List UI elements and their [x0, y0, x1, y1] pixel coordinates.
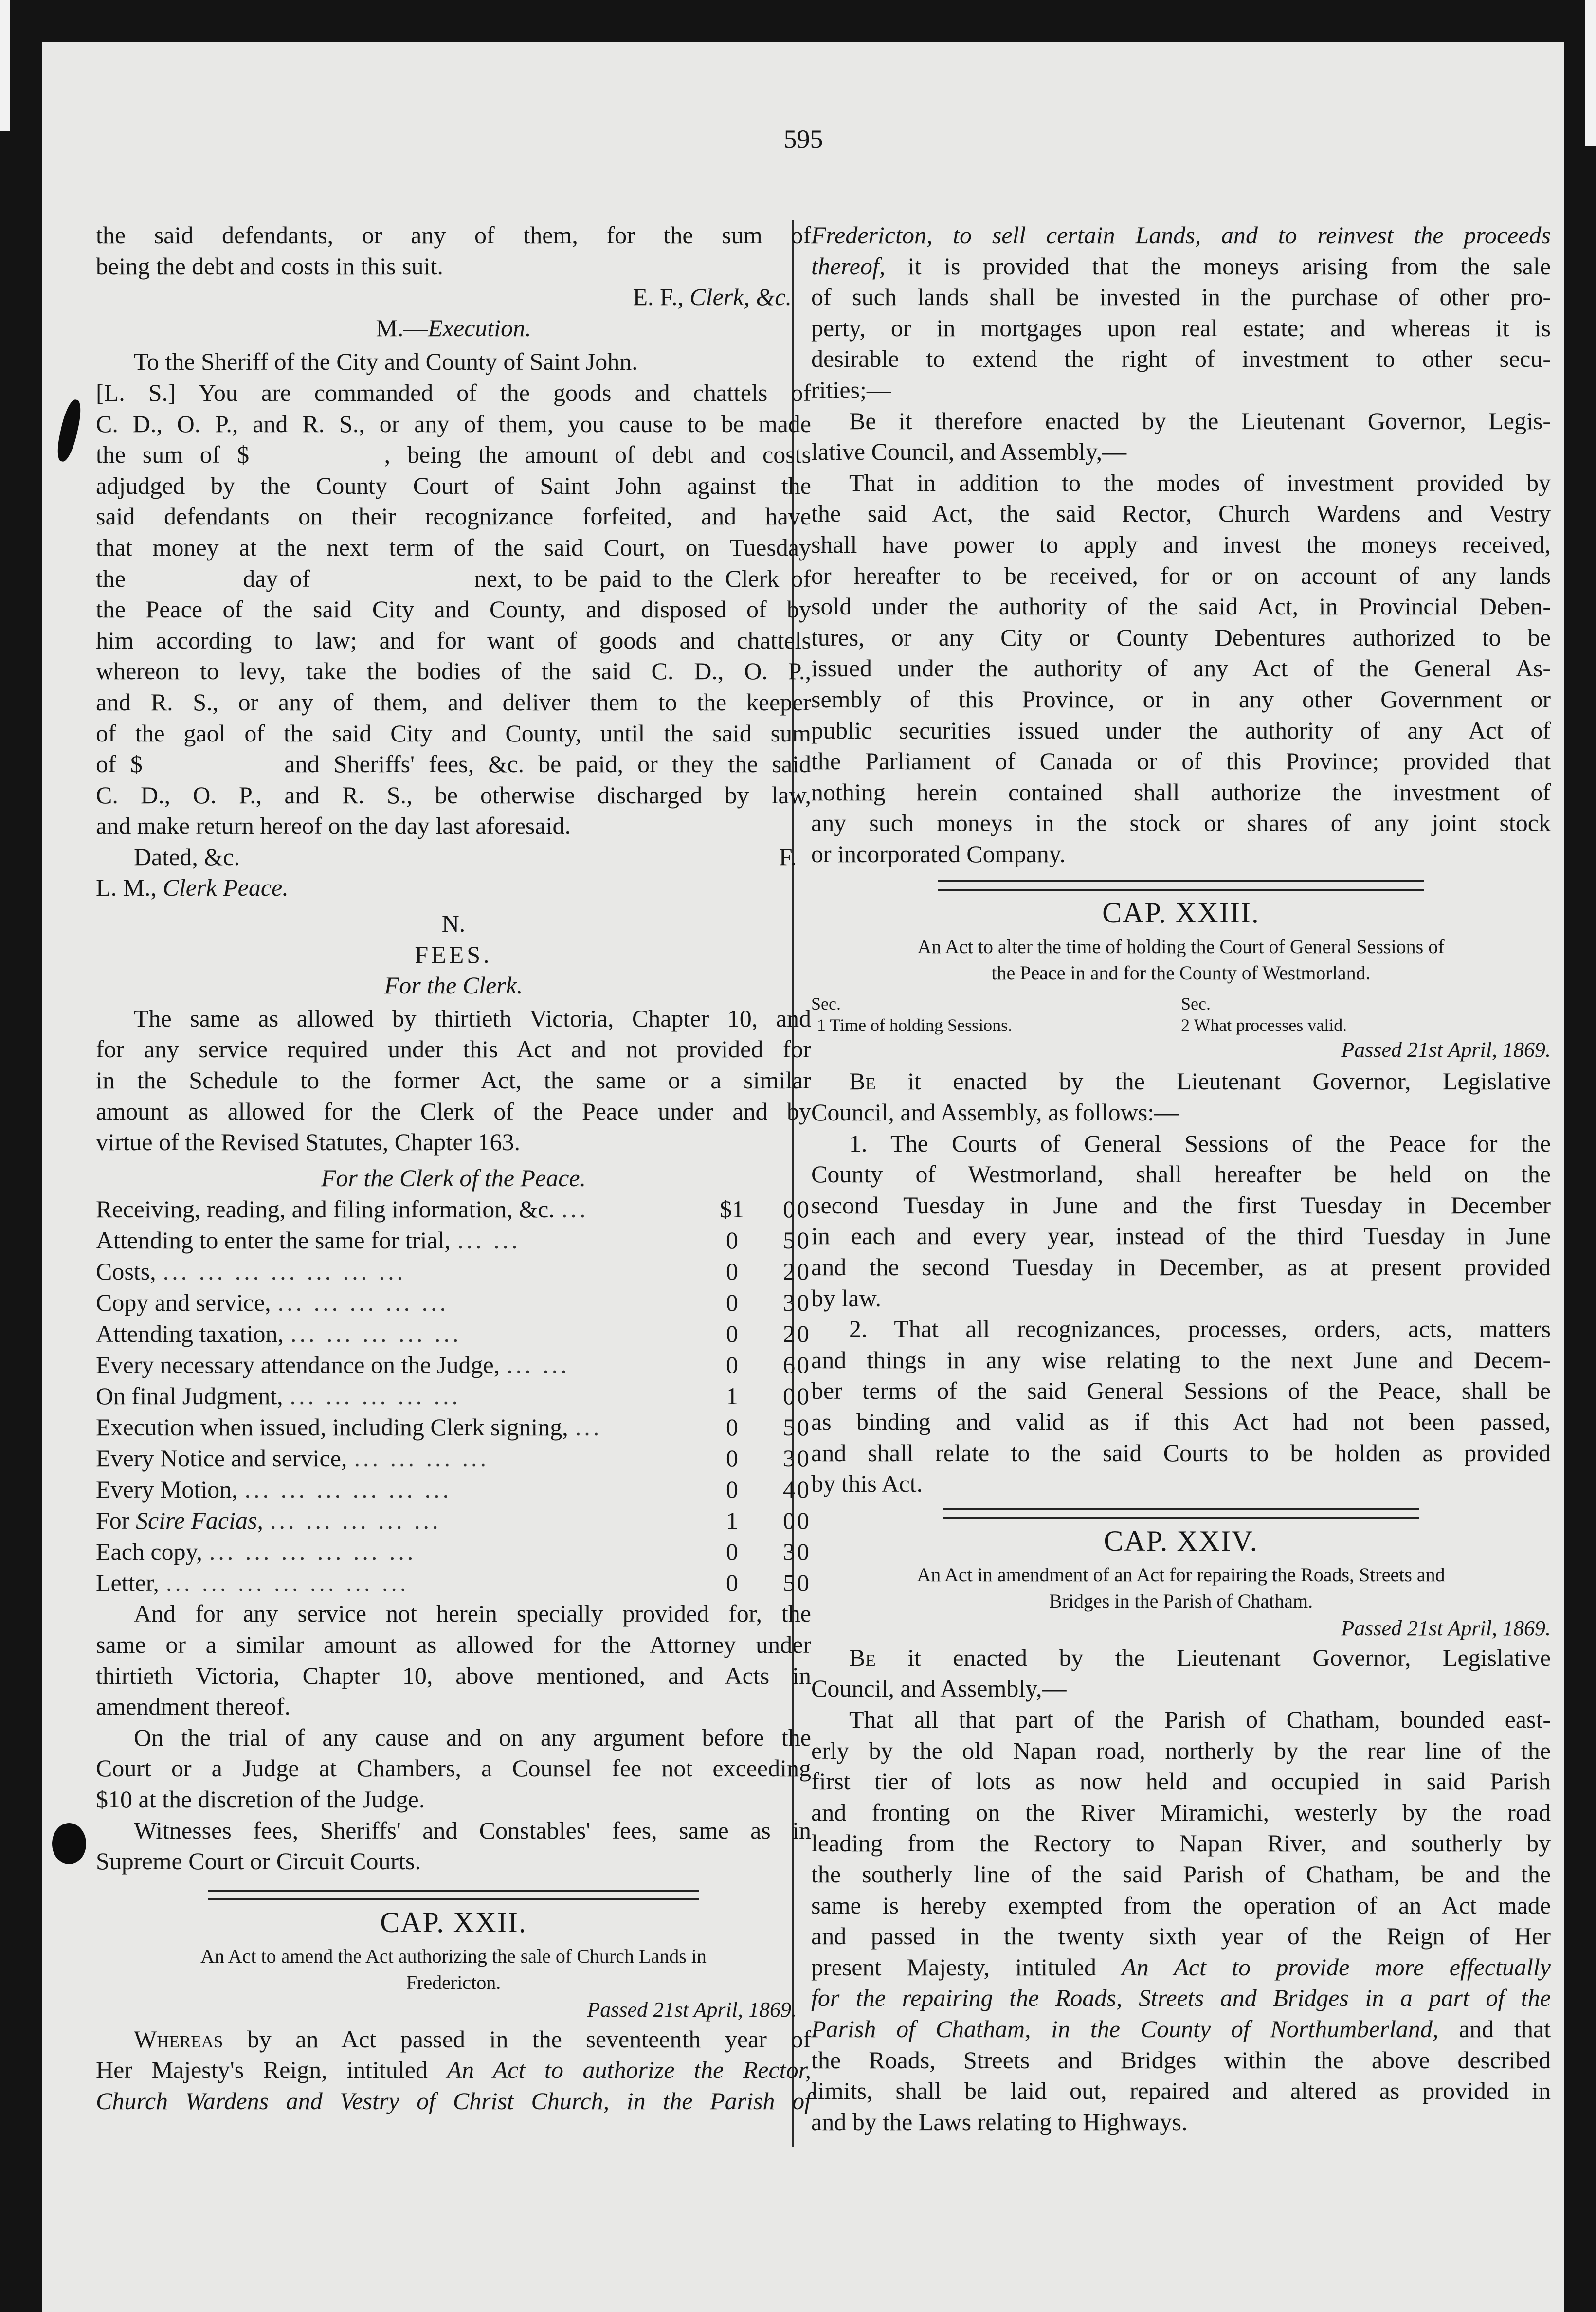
- fee-label-italic: Scire Facias,: [135, 1507, 263, 1535]
- text-line: the southerly line of the said Parish of Chatham, be and the: [811, 1860, 1551, 1888]
- passed-date: Passed 21st April, 1869.: [1341, 1038, 1551, 1062]
- scan-edge-mark: [1585, 0, 1596, 146]
- form-title: Execution.: [428, 314, 531, 342]
- form-letter: M.—: [376, 314, 428, 342]
- text-line: of such lands shall be invested in the purchase of other pro-: [811, 283, 1551, 311]
- passed-date: Passed 21st April, 1869.: [587, 1997, 797, 2022]
- signature-name: E. F.,: [633, 283, 684, 311]
- text-line: [811, 1643, 1551, 1674]
- text-line: Court or a Judge at Chambers, a Counsel fee not exceeding: [96, 1754, 811, 1782]
- text-line: Council, and Assembly, as follows:—: [811, 1099, 1179, 1126]
- fee-cents: 40: [783, 1476, 811, 1503]
- text-span: and that: [1438, 2015, 1551, 2042]
- leader-dots: ... ... ... ... ... ... ...: [163, 1258, 406, 1285]
- fee-dollars: 0: [726, 1320, 738, 1348]
- act-title-line: Bridges in the Parish of Chatham.: [1049, 1590, 1313, 1612]
- fee-row: [96, 1536, 811, 1567]
- text-line: any such moneys in the stock or shares of any joint stock: [811, 809, 1551, 837]
- section-rule: [208, 1890, 699, 1900]
- text-line: being the debt and costs in this suit.: [96, 252, 443, 280]
- signature-title: Clerk Peace.: [163, 874, 289, 902]
- text-line: second Tuesday in June and the first Tuesday in December: [811, 1191, 1551, 1219]
- cap-xxiii-heading: CAP. XXIII.: [1102, 897, 1260, 929]
- text-span: by an Act passed in the seventeenth year of: [223, 2025, 811, 2053]
- fee-row: [96, 1287, 811, 1318]
- fee-label: Every Notice and service,: [96, 1445, 347, 1472]
- sheriff-address: To the Sheriff of the City and County of Saint John.: [134, 348, 638, 376]
- fee-row: [96, 1443, 811, 1474]
- text-line: and fronting on the River Miramichi, westerly by the road: [811, 1798, 1551, 1826]
- fee-row: [96, 1193, 811, 1225]
- fee-dollars: $1: [720, 1195, 744, 1223]
- right-column: [811, 220, 1551, 2137]
- text-line: 2. That all recognizances, processes, orders, acts, matters: [849, 1315, 1551, 1343]
- text-line: and by the Laws relating to Highways.: [811, 2108, 1188, 2135]
- text-line: tures, or any City or County Debentures authorized to be: [811, 623, 1551, 651]
- text-line: him according to law; and for want of goods and chattels: [96, 626, 811, 654]
- ink-blot: [54, 398, 84, 463]
- fee-row: [96, 1505, 811, 1536]
- text-line: of $ and Sheriffs' fees, &c. be paid, or they the said: [96, 750, 811, 778]
- text-line: sembly of this Province, or in any other Government or: [811, 685, 1551, 713]
- form-m-heading: [96, 313, 811, 344]
- text-line: same or a similar amount as allowed for the Attorney under: [96, 1631, 811, 1658]
- fee-cents: 30: [783, 1445, 811, 1472]
- fee-cents: 00: [783, 1382, 811, 1410]
- leader-dots: ... ... ... ... ...: [270, 1507, 441, 1535]
- fee-dollars: 0: [726, 1227, 738, 1254]
- fee-cents: 20: [783, 1320, 811, 1348]
- section-index: [811, 993, 1551, 1036]
- text-line: or hereafter to be received, for or on account of any lands: [811, 561, 1551, 589]
- fee-row: [96, 1318, 811, 1349]
- fee-cents: 30: [783, 1289, 811, 1317]
- text-line: and passed in the twenty sixth year of the Reign of Her: [811, 1922, 1551, 1950]
- text-line: On the trial of any cause and on any argument before the: [134, 1723, 811, 1751]
- text-line: in each and every year, instead of the third Tuesday in June: [811, 1222, 1551, 1250]
- text-line: in the Schedule to the former Act, the same or a similar: [96, 1066, 811, 1094]
- text-line: and R. S., or any of them, and deliver them to the keeper: [96, 688, 811, 716]
- passed-date: Passed 21st April, 1869.: [1341, 1616, 1551, 1640]
- text-line: the Parliament of Canada or of this Province; provided that: [811, 747, 1551, 775]
- act-name-italic: for the repairing the Roads, Streets and Bridges in a part of the: [811, 1984, 1551, 2012]
- signature-ef: [96, 282, 811, 313]
- fee-label: Attending taxation,: [96, 1320, 284, 1348]
- text-line: [96, 2024, 811, 2055]
- text-line: sold under the authority of the said Act, in Provincial Deben-: [811, 593, 1551, 620]
- section-n-heading: N.: [441, 910, 466, 938]
- text-line: thirtieth Victoria, Chapter 10, above mentioned, and Acts in: [96, 1662, 811, 1689]
- text-line: [L. S.] You are commanded of the goods and chattels of: [96, 379, 811, 406]
- act-name-italic: An Act to provide more effectually: [1122, 1953, 1551, 1981]
- text-line: public securities issued under the authority of any Act of: [811, 716, 1551, 744]
- text-line: [811, 1952, 1551, 1983]
- fees-table: [96, 1193, 811, 1598]
- text-line: lative Council, and Assembly,—: [811, 438, 1127, 466]
- fee-label-prefix: For: [96, 1507, 136, 1535]
- fee-label: Attending to enter the same for trial,: [96, 1227, 451, 1254]
- section-index-head: Sec.: [811, 994, 841, 1014]
- fee-row: [96, 1567, 811, 1598]
- text-line: first tier of lots as now held and occupied in said Parish: [811, 1768, 1551, 1795]
- text-span: Her Majesty's Reign, intituled: [96, 2056, 447, 2084]
- text-line: [811, 251, 1551, 282]
- text-line: perty, or in mortgages upon real estate; and whereas it is: [811, 314, 1551, 342]
- fee-dollars: 1: [726, 1507, 738, 1535]
- fees-heading: FEES.: [415, 940, 492, 968]
- text-line: $10 at the discretion of the Judge.: [96, 1785, 425, 1813]
- for-clerk-heading: For the Clerk.: [384, 972, 523, 999]
- fee-dollars: 0: [726, 1289, 738, 1317]
- for-clerk-peace-heading: For the Clerk of the Peace.: [321, 1164, 586, 1192]
- leader-dots: ... ... ... ... ... ...: [244, 1476, 452, 1503]
- fee-row: [96, 1380, 811, 1411]
- fee-label: On final Judgment,: [96, 1382, 283, 1410]
- text-span: it enacted by the Lieutenant Governor, Legislative: [875, 1644, 1551, 1671]
- text-line: leading from the Rectory to Napan River, and southerly by: [811, 1829, 1551, 1857]
- signature-name: L. M.,: [96, 874, 157, 902]
- text-line: that money at the next term of the said Court, on Tuesday: [96, 533, 811, 561]
- fee-label: Costs,: [96, 1258, 156, 1285]
- text-line: and things in any wise relating to the next June and Decem-: [811, 1346, 1551, 1373]
- section-index-col: [811, 993, 1181, 1036]
- drop-word: Be: [849, 1067, 876, 1095]
- text-line: by this Act.: [811, 1470, 923, 1498]
- text-line: as binding and valid as if this Act had not been passed,: [811, 1408, 1551, 1435]
- fee-cents: 00: [783, 1507, 811, 1535]
- text-line: limits, shall be laid out, repaired and altered as provided in: [811, 2077, 1551, 2105]
- text-line: desirable to extend the right of investment to other secu-: [811, 345, 1551, 373]
- leader-dots: ... ... ... ... ...: [277, 1289, 449, 1317]
- fee-label: Each copy,: [96, 1538, 202, 1566]
- fee-dollars: 0: [726, 1538, 738, 1566]
- text-line: adjudged by the County Court of Saint John against the: [96, 471, 811, 499]
- text-line: amount as allowed for the Clerk of the Peace under and by: [96, 1097, 811, 1125]
- fee-cents: 50: [783, 1569, 811, 1597]
- fee-row: [96, 1256, 811, 1287]
- section-index-col: [1181, 993, 1551, 1036]
- section-rule: [943, 1508, 1419, 1519]
- fee-cents: 50: [783, 1227, 811, 1254]
- text-line: by law.: [811, 1284, 881, 1312]
- dated-mark: F.: [779, 843, 797, 870]
- text-span: it enacted by the Lieutenant Governor, Legislative: [875, 1067, 1551, 1095]
- act-title-line: An Act to amend the Act authorizing the sale of Church Lands in: [200, 1945, 707, 1967]
- leader-dots: ...: [575, 1413, 602, 1441]
- section-index-head: Sec.: [1181, 994, 1211, 1014]
- text-line: erly by the old Napan road, northerly by the rear line of the: [811, 1736, 1551, 1764]
- text-line: [811, 2014, 1551, 2045]
- dated-line: [96, 842, 811, 873]
- page-number: 595: [783, 125, 823, 154]
- text-line: of the gaol of the said City and County, until the said sum: [96, 719, 811, 747]
- text-line: nothing herein contained shall authorize the investment of: [811, 778, 1551, 806]
- cap-xxii-heading: CAP. XXII.: [380, 1906, 527, 1938]
- section-index-entry: 1 Time of holding Sessions.: [817, 1015, 1013, 1035]
- leader-dots: ... ... ... ... ... ...: [209, 1538, 417, 1566]
- fee-label: Every Motion,: [96, 1476, 238, 1503]
- text-line: County of Westmorland, shall hereafter be held on the: [811, 1160, 1551, 1188]
- text-line: That in addition to the modes of investment provided by: [849, 469, 1551, 496]
- act-name-italic: Parish of Chatham, in the County of Northumberland,: [811, 2015, 1439, 2042]
- dated-text: Dated, &c.: [134, 843, 240, 870]
- act-title-line: Fredericton.: [406, 1971, 501, 1993]
- drop-word: Be: [849, 1644, 876, 1671]
- act-name-italic: thereof,: [811, 252, 886, 280]
- leader-dots: ... ...: [507, 1351, 570, 1379]
- leader-dots: ... ... ... ... ...: [290, 1382, 461, 1410]
- text-line: rities;—: [811, 376, 891, 403]
- text-line: and shall relate to the said Courts to be holden as provided: [811, 1439, 1551, 1466]
- text-line: virtue of the Revised Statutes, Chapter 163.: [96, 1128, 521, 1156]
- fee-dollars: 0: [726, 1445, 738, 1472]
- leader-dots: ... ... ... ...: [354, 1445, 489, 1472]
- cap-xxiv-heading: CAP. XXIV.: [1104, 1524, 1258, 1557]
- text-line: the Roads, Streets and Bridges within the above described: [811, 2046, 1551, 2074]
- text-line: or incorporated Company.: [811, 840, 1066, 867]
- text-line: issued under the authority of any Act of the General As-: [811, 654, 1551, 682]
- signature-title: Clerk, &c.: [689, 283, 792, 311]
- fee-label: Every necessary attendance on the Judge,: [96, 1351, 500, 1379]
- document-page: [42, 42, 1564, 2312]
- text-line: said defendants on their recognizance forfeited, and have: [96, 503, 811, 530]
- act-title-line: An Act to alter the time of holding the Court of General Sessions of: [917, 936, 1445, 958]
- leader-dots: ... ... ... ... ...: [290, 1320, 462, 1348]
- fee-row: [96, 1411, 811, 1443]
- fee-dollars: 0: [726, 1569, 738, 1597]
- leader-dots: ... ...: [457, 1227, 521, 1254]
- fee-label: Copy and service,: [96, 1289, 271, 1317]
- section-index-entry: 2 What processes valid.: [1181, 1015, 1347, 1035]
- fee-dollars: 1: [726, 1382, 738, 1410]
- text-line: C. D., O. P., and R. S., be otherwise discharged by law,: [96, 781, 811, 809]
- text-line: the day of next, to be paid to the Clerk of: [96, 564, 811, 592]
- signature-lm: [96, 872, 811, 903]
- text-line: [96, 2055, 811, 2086]
- drop-word: Whereas: [134, 2025, 223, 2053]
- text-line: Witnesses fees, Sheriffs' and Constables' fees, same as in: [134, 1816, 811, 1844]
- text-line: C. D., O. P., and R. S., or any of them, you cause to be made: [96, 410, 811, 437]
- fee-dollars: 0: [726, 1413, 738, 1441]
- left-column: [96, 220, 811, 2117]
- text-line: for any service required under this Act and not provided for: [96, 1035, 811, 1063]
- text-line: Supreme Court or Circuit Courts.: [96, 1847, 421, 1875]
- section-rule: [938, 880, 1424, 891]
- text-line: The same as allowed by thirtieth Victoria, Chapter 10, and: [134, 1004, 811, 1032]
- fee-dollars: 0: [726, 1258, 738, 1285]
- fee-label: Letter,: [96, 1569, 159, 1597]
- fee-cents: 60: [783, 1351, 811, 1379]
- text-line: the sum of $ , being the amount of debt and costs: [96, 441, 811, 469]
- text-line: same is hereby exempted from the operation of an Act made: [811, 1891, 1551, 1919]
- fee-dollars: 0: [726, 1476, 738, 1503]
- act-title-line: the Peace in and for the County of Westmorland.: [991, 962, 1371, 984]
- fee-cents: 30: [783, 1538, 811, 1566]
- text-line: That all that part of the Parish of Chatham, bounded east-: [849, 1705, 1551, 1733]
- text-line: amendment thereof.: [96, 1693, 290, 1720]
- text-line: Council, and Assembly,—: [811, 1675, 1067, 1702]
- text-line: the Peace of the said City and County, and disposed of by: [96, 596, 811, 623]
- fee-row: [96, 1349, 811, 1380]
- text-line: the said Act, the said Rector, Church Wardens and Vestry: [811, 500, 1551, 527]
- fee-label: [96, 1505, 263, 1536]
- act-name-italic: Fredericton, to sell certain Lands, and to reinvest the proceeds: [811, 221, 1551, 249]
- text-line: ber terms of the said General Sessions of the Peace, shall be: [811, 1377, 1551, 1405]
- text-line: shall have power to apply and invest the moneys received,: [811, 530, 1551, 558]
- text-span: present Majesty, intituled: [811, 1953, 1122, 1981]
- act-name-italic: An Act to authorize the Rector,: [447, 2056, 811, 2084]
- fee-row: [96, 1474, 811, 1505]
- text-line: [811, 1066, 1551, 1097]
- fee-dollars: 0: [726, 1351, 738, 1379]
- leader-dots: ... ... ... ... ... ... ...: [165, 1569, 409, 1597]
- text-span: it is provided that the moneys arising from the sale: [885, 252, 1551, 280]
- act-title-line: An Act in amendment of an Act for repairing the Roads, Streets and: [917, 1563, 1445, 1586]
- fee-cents: 20: [783, 1258, 811, 1285]
- leader-dots: ...: [561, 1195, 589, 1223]
- fee-row: [96, 1225, 811, 1256]
- fee-label: Execution when issued, including Clerk signing,: [96, 1413, 568, 1441]
- act-name-italic: Church Wardens and Vestry of Christ Church, in the Parish of: [96, 2087, 811, 2114]
- scan-edge-mark: [0, 0, 10, 131]
- text-line: And for any service not herein specially provided for, the: [134, 1600, 811, 1627]
- text-line: Be it therefore enacted by the Lieutenant Governor, Legis-: [849, 407, 1551, 434]
- text-line: 1. The Courts of General Sessions of the Peace for the: [849, 1129, 1551, 1157]
- text-line: the said defendants, or any of them, for the sum of: [96, 221, 811, 249]
- text-line: and the second Tuesday in December, as at present provided: [811, 1253, 1551, 1281]
- text-line: and make return hereof on the day last aforesaid.: [96, 812, 571, 840]
- ink-blot: [52, 1823, 86, 1864]
- fee-cents: 00: [783, 1195, 811, 1223]
- fee-label: Receiving, reading, and filing information, &c.: [96, 1195, 555, 1223]
- fee-cents: 50: [783, 1413, 811, 1441]
- text-line: whereon to levy, take the bodies of the said C. D., O. P.,: [96, 657, 811, 685]
